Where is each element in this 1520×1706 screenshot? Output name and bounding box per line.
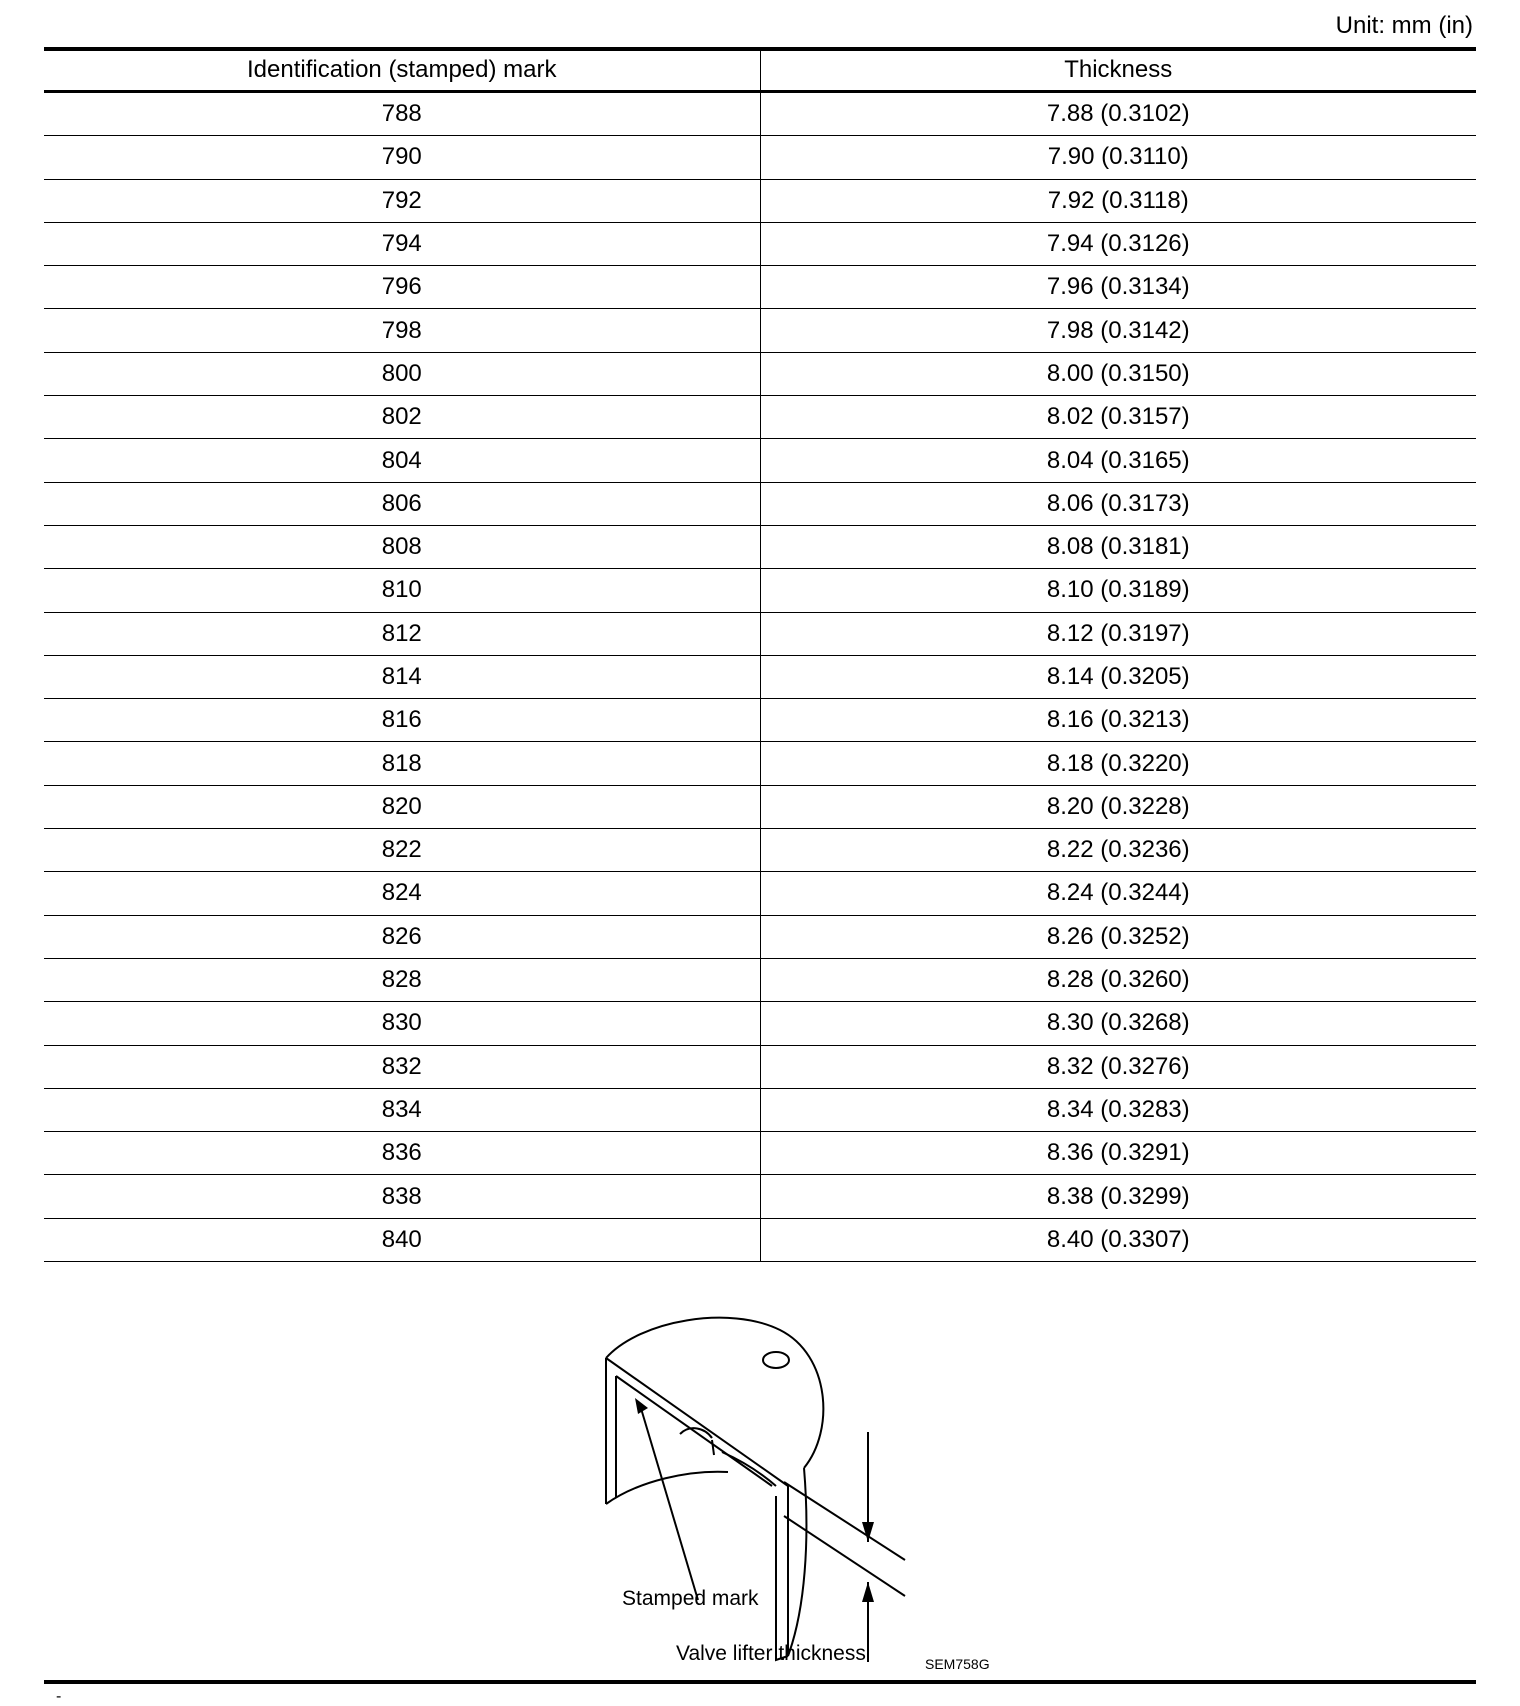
table-row <box>44 92 1476 136</box>
identification-mark-cell: 810 <box>44 569 760 612</box>
table-row <box>44 785 1476 828</box>
table-header-row <box>44 49 1476 92</box>
table-row <box>44 612 1476 655</box>
right-leg-inner <box>776 1496 788 1660</box>
table-row <box>44 1218 1476 1261</box>
table-row <box>44 1002 1476 1045</box>
thickness-cell: 8.18 (0.3220) <box>760 742 1476 785</box>
identification-mark-cell: 806 <box>44 482 760 525</box>
table-row <box>44 309 1476 352</box>
thickness-cell: 8.14 (0.3205) <box>760 655 1476 698</box>
stamped-mark-leader <box>640 1405 698 1600</box>
table-row <box>44 1088 1476 1131</box>
footer-dash: - <box>56 1688 62 1705</box>
thickness-cell: 7.88 (0.3102) <box>760 92 1476 136</box>
identification-mark-cell: 834 <box>44 1088 760 1131</box>
thickness-cell: 8.16 (0.3213) <box>760 699 1476 742</box>
table-row <box>44 1045 1476 1088</box>
identification-mark-cell: 818 <box>44 742 760 785</box>
identification-mark-cell: 788 <box>44 92 760 136</box>
identification-mark-cell: 804 <box>44 439 760 482</box>
identification-mark-cell: 802 <box>44 396 760 439</box>
thickness-cell: 7.92 (0.3118) <box>760 179 1476 222</box>
thickness-cell: 7.94 (0.3126) <box>760 222 1476 265</box>
identification-mark-cell: 792 <box>44 179 760 222</box>
thickness-cell: 8.06 (0.3173) <box>760 482 1476 525</box>
identification-mark-cell: 828 <box>44 958 760 1001</box>
identification-mark-cell: 814 <box>44 655 760 698</box>
valve-lifter-thickness-table <box>44 49 1476 1262</box>
valve-lifter-figure <box>580 1310 1010 1680</box>
thickness-cell: 8.22 (0.3236) <box>760 829 1476 872</box>
table-row <box>44 266 1476 309</box>
identification-mark-cell: 836 <box>44 1132 760 1175</box>
identification-mark-cell: 790 <box>44 136 760 179</box>
table-row <box>44 482 1476 525</box>
right-body-curve <box>788 1468 806 1656</box>
thickness-cell: 8.20 (0.3228) <box>760 785 1476 828</box>
thickness-cell: 8.04 (0.3165) <box>760 439 1476 482</box>
identification-mark-cell: 800 <box>44 352 760 395</box>
table-row <box>44 655 1476 698</box>
identification-mark-cell: 808 <box>44 525 760 568</box>
stamped-mark-label: Stamped mark <box>622 1587 759 1610</box>
cut-edge-inner <box>616 1376 772 1486</box>
header-identification-mark: Identification (stamped) mark <box>44 49 760 92</box>
extension-line-bottom <box>784 1516 905 1596</box>
table-row <box>44 958 1476 1001</box>
thickness-cell: 8.10 (0.3189) <box>760 569 1476 612</box>
table-row <box>44 742 1476 785</box>
identification-mark-cell: 838 <box>44 1175 760 1218</box>
thickness-cell: 8.02 (0.3157) <box>760 396 1476 439</box>
identification-mark-cell: 840 <box>44 1218 760 1261</box>
identification-mark-cell: 798 <box>44 309 760 352</box>
header-thickness: Thickness <box>760 49 1476 92</box>
figure-code: SEM758G <box>925 1656 990 1672</box>
thickness-cell: 8.12 (0.3197) <box>760 612 1476 655</box>
leader-arrowhead <box>635 1398 648 1414</box>
identification-mark-cell: 822 <box>44 829 760 872</box>
identification-mark-cell: 812 <box>44 612 760 655</box>
oil-hole <box>763 1352 789 1368</box>
thickness-cell: 7.96 (0.3134) <box>760 266 1476 309</box>
table-row <box>44 222 1476 265</box>
table-row <box>44 699 1476 742</box>
unit-label: Unit: mm (in) <box>1335 12 1473 39</box>
table-row <box>44 915 1476 958</box>
identification-mark-cell: 832 <box>44 1045 760 1088</box>
table-row <box>44 525 1476 568</box>
identification-mark-cell: 794 <box>44 222 760 265</box>
identification-mark-cell: 830 <box>44 1002 760 1045</box>
extension-line-top <box>784 1482 905 1560</box>
thickness-cell: 8.00 (0.3150) <box>760 352 1476 395</box>
thickness-cell: 8.30 (0.3268) <box>760 1002 1476 1045</box>
thickness-cell: 8.08 (0.3181) <box>760 525 1476 568</box>
bottom-rule <box>44 1680 1476 1684</box>
table-row <box>44 396 1476 439</box>
table-row <box>44 829 1476 872</box>
table-row <box>44 1132 1476 1175</box>
thickness-cell: 8.34 (0.3283) <box>760 1088 1476 1131</box>
identification-mark-cell: 796 <box>44 266 760 309</box>
stamp-notch <box>712 1440 714 1455</box>
identification-mark-cell: 824 <box>44 872 760 915</box>
identification-mark-cell: 816 <box>44 699 760 742</box>
thickness-cell: 8.36 (0.3291) <box>760 1132 1476 1175</box>
cut-edge-upper <box>606 1358 788 1486</box>
arrowhead-bottom <box>862 1582 874 1602</box>
table-body <box>44 92 1476 1262</box>
table-row <box>44 352 1476 395</box>
table-row <box>44 439 1476 482</box>
table-row <box>44 872 1476 915</box>
thickness-cell: 8.26 (0.3252) <box>760 915 1476 958</box>
thickness-cell: 8.32 (0.3276) <box>760 1045 1476 1088</box>
table-row <box>44 136 1476 179</box>
thickness-cell: 7.90 (0.3110) <box>760 136 1476 179</box>
valve-lifter-thickness-label: Valve lifter thickness <box>676 1642 866 1665</box>
table-row <box>44 179 1476 222</box>
identification-mark-cell: 826 <box>44 915 760 958</box>
table-row <box>44 569 1476 612</box>
thickness-cell: 7.98 (0.3142) <box>760 309 1476 352</box>
table-row <box>44 1175 1476 1218</box>
thickness-cell: 8.24 (0.3244) <box>760 872 1476 915</box>
valve-lifter-illustration <box>580 1310 1010 1680</box>
thickness-cell: 8.28 (0.3260) <box>760 958 1476 1001</box>
thickness-cell: 8.40 (0.3307) <box>760 1218 1476 1261</box>
thickness-cell: 8.38 (0.3299) <box>760 1175 1476 1218</box>
identification-mark-cell: 820 <box>44 785 760 828</box>
